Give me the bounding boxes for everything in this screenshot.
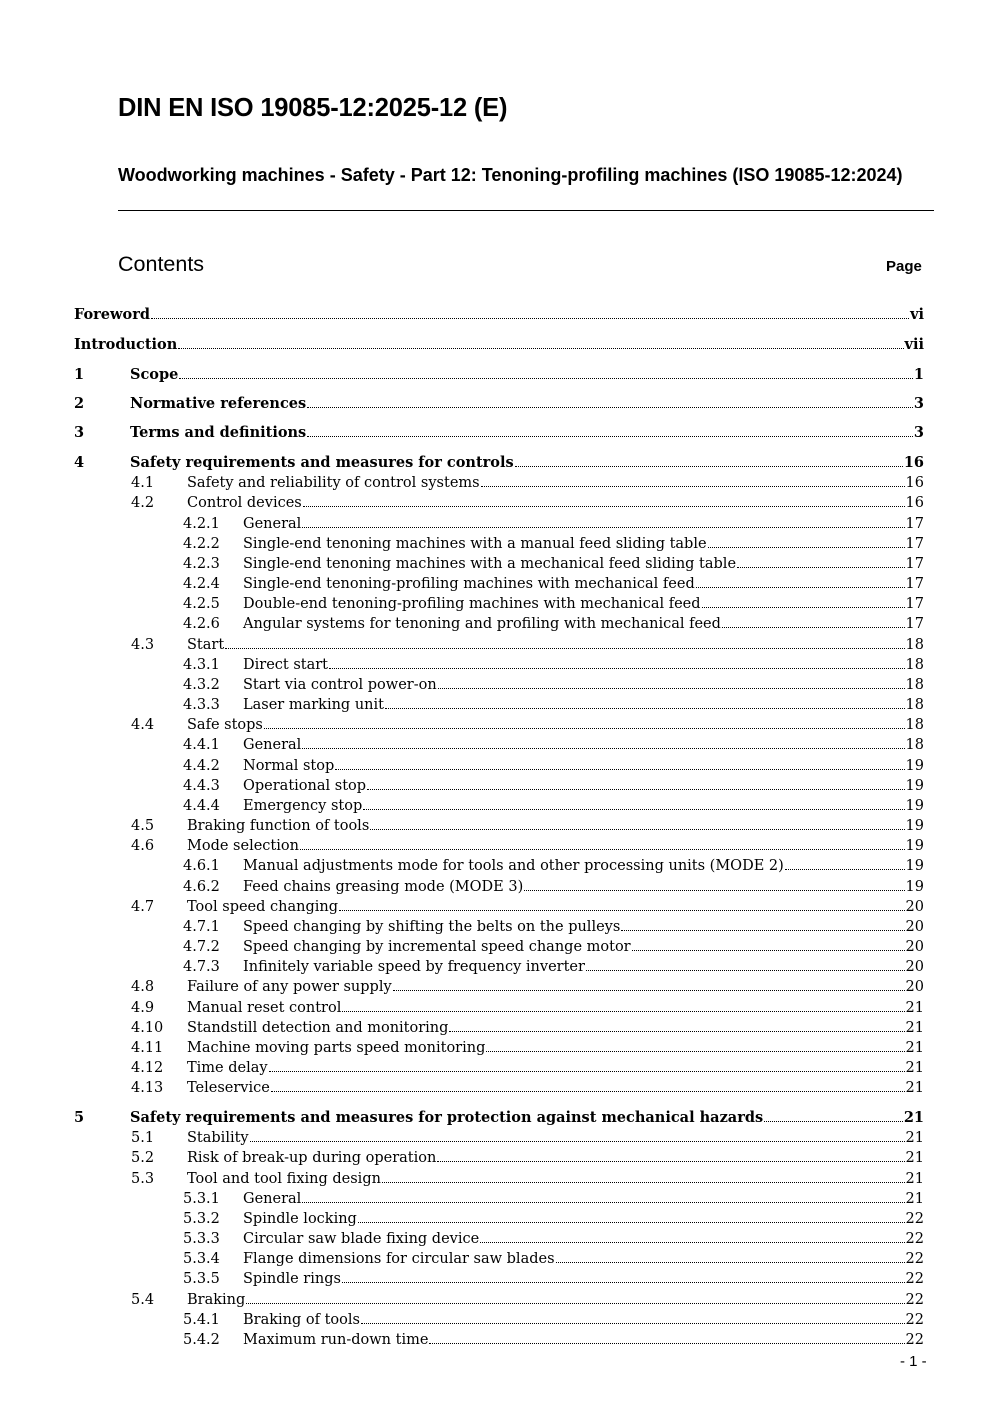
toc-entry-page: 19 xyxy=(905,818,924,835)
toc-entry-number: 2 xyxy=(74,395,85,412)
toc-entry-title: Single-end tenoning machines with a mechanical feed sliding table xyxy=(243,555,737,572)
toc-entry[interactable] xyxy=(0,1038,992,1058)
dot-leader xyxy=(307,407,913,408)
toc-entry-number: 4.3.2 xyxy=(183,676,220,693)
toc-entry[interactable] xyxy=(0,335,992,355)
toc-entry-page: 19 xyxy=(905,777,924,794)
toc-entry[interactable] xyxy=(0,957,992,977)
toc-entry[interactable] xyxy=(0,1330,992,1350)
dot-leader xyxy=(708,547,905,548)
toc-entry-number: 5.1 xyxy=(131,1130,155,1147)
toc-entry[interactable] xyxy=(0,655,992,675)
toc-entry-title: Manual reset control xyxy=(187,999,342,1016)
toc-entry-title: Teleservice xyxy=(187,1080,270,1097)
toc-entry-number: 5.4 xyxy=(131,1291,155,1308)
toc-entry-title: Single-end tenoning machines with a manual feed sliding table xyxy=(243,535,707,552)
dot-leader xyxy=(370,829,904,830)
toc-entry-number: 4.2.2 xyxy=(183,535,220,552)
toc-entry-number: 5.3.1 xyxy=(183,1190,220,1207)
toc-entry-page: vii xyxy=(904,336,924,353)
toc-entry-number: 4.2.1 xyxy=(183,515,220,532)
toc-entry-number: 4.2.6 xyxy=(183,616,220,633)
toc-entry-number: 5.3.3 xyxy=(183,1231,220,1248)
toc-entry-title: Laser marking unit xyxy=(243,697,384,714)
toc-entry-number: 4.2.5 xyxy=(183,596,220,613)
toc-entry-page: 18 xyxy=(905,697,924,714)
toc-entry-page: 21 xyxy=(905,1130,924,1147)
toc-entry[interactable] xyxy=(0,635,992,655)
toc-entry-title: Normative references xyxy=(130,395,307,412)
toc-entry-page: 19 xyxy=(905,757,924,774)
page-number-footer: - 1 - xyxy=(900,1353,927,1370)
toc-entry-number: 4.3 xyxy=(131,636,155,653)
toc-entry-number: 4.6.2 xyxy=(183,878,220,895)
toc-entry-page: 18 xyxy=(905,656,924,673)
toc-entry[interactable] xyxy=(0,695,992,715)
toc-entry-number: 5.3 xyxy=(131,1170,155,1187)
toc-entry-title: Introduction xyxy=(74,336,178,353)
toc-entry-title: Flange dimensions for circular saw blades xyxy=(243,1251,555,1268)
toc-entry-title: Emergency stop xyxy=(243,797,363,814)
toc-entry-title: Braking xyxy=(187,1291,246,1308)
toc-entry-number: 4.7.3 xyxy=(183,959,220,976)
toc-entry-page: 22 xyxy=(905,1251,924,1268)
dot-leader xyxy=(556,1262,905,1263)
dot-leader xyxy=(246,1303,904,1304)
dot-leader xyxy=(486,1051,904,1052)
toc-entry-number: 4.4.1 xyxy=(183,737,220,754)
toc-entry[interactable] xyxy=(0,1209,992,1229)
toc-entry-number: 4.11 xyxy=(131,1039,164,1056)
toc-entry-page: 22 xyxy=(905,1271,924,1288)
toc-entry-title: Safety and reliability of control systems xyxy=(187,475,480,492)
dot-leader xyxy=(437,1161,904,1162)
toc-entry[interactable] xyxy=(0,1108,992,1128)
toc-entry-page: 21 xyxy=(905,1019,924,1036)
toc-entry-number: 4.12 xyxy=(131,1060,164,1077)
toc-entry[interactable] xyxy=(0,574,992,594)
toc-entry[interactable] xyxy=(0,1269,992,1289)
dot-leader xyxy=(358,1222,905,1223)
toc-entry-page: 18 xyxy=(905,717,924,734)
toc-entry-page: 21 xyxy=(903,1109,924,1126)
toc-entry[interactable] xyxy=(0,1169,992,1189)
toc-entry-page: vi xyxy=(910,306,924,323)
toc-entry[interactable] xyxy=(0,305,992,325)
toc-entry-number: 4.8 xyxy=(131,979,155,996)
toc-entry[interactable] xyxy=(0,856,992,876)
toc-entry-number: 5.3.5 xyxy=(183,1271,220,1288)
toc-entry-title: Operational stop xyxy=(243,777,367,794)
toc-entry-page: 17 xyxy=(905,535,924,552)
toc-entry-title: Start xyxy=(187,636,225,653)
toc-entry[interactable] xyxy=(0,735,992,755)
toc-entry[interactable] xyxy=(0,877,992,897)
toc-entry[interactable] xyxy=(0,836,992,856)
toc-entry[interactable] xyxy=(0,1249,992,1269)
toc-entry-title: Tool and tool fixing design xyxy=(187,1170,381,1187)
toc-entry[interactable] xyxy=(0,977,992,997)
toc-entry[interactable] xyxy=(0,917,992,937)
toc-entry-title: Direct start xyxy=(243,656,329,673)
dot-leader xyxy=(178,348,903,349)
toc-entry-title: Safety requirements and measures for protection against mechanical hazards xyxy=(130,1109,764,1126)
toc-entry-number: 4.3.3 xyxy=(183,697,220,714)
toc-entry[interactable] xyxy=(0,715,992,735)
toc-entry-page: 21 xyxy=(905,1170,924,1187)
toc-entry-page: 17 xyxy=(905,576,924,593)
toc-entry[interactable] xyxy=(0,1229,992,1249)
dot-leader xyxy=(264,728,905,729)
dot-leader xyxy=(303,506,905,507)
toc-entry-title: Double-end tenoning-profiling machines with mechanical feed xyxy=(243,596,701,613)
dot-leader xyxy=(737,567,905,568)
toc-entry-page: 17 xyxy=(905,596,924,613)
dot-leader xyxy=(250,1141,905,1142)
toc-entry-title: Single-end tenoning-profiling machines with mechanical feed xyxy=(243,576,695,593)
toc-entry-number: 5.4.2 xyxy=(183,1331,220,1348)
toc-entry[interactable] xyxy=(0,1310,992,1330)
toc-entry-number: 4.2.3 xyxy=(183,555,220,572)
document-heading: DIN EN ISO 19085-12:2025-12 (E) xyxy=(118,94,508,122)
toc-entry-title: Failure of any power supply xyxy=(187,979,392,996)
dot-leader xyxy=(302,1202,904,1203)
toc-entry-number: 3 xyxy=(74,424,85,441)
dot-leader xyxy=(764,1121,903,1122)
dot-leader xyxy=(269,1071,905,1072)
toc-entry-title: Stability xyxy=(187,1130,249,1147)
toc-entry-number: 4.13 xyxy=(131,1080,164,1097)
toc-entry-title: Infinitely variable speed by frequency inverter xyxy=(243,959,585,976)
contents-title: Contents xyxy=(118,252,205,276)
toc-entry-number: 4.7.1 xyxy=(183,918,220,935)
toc-entry-number: 4.10 xyxy=(131,1019,164,1036)
toc-entry-title: Angular systems for tenoning and profiling with mechanical feed xyxy=(243,616,721,633)
toc-entry-title: Mode selection xyxy=(187,838,299,855)
toc-entry-title: Spindle locking xyxy=(243,1210,357,1227)
toc-entry-title: Start via control power-on xyxy=(243,676,437,693)
page-column-label: Page xyxy=(886,258,922,275)
toc-entry-title: Braking function of tools xyxy=(187,818,370,835)
dot-leader xyxy=(382,1182,905,1183)
toc-entry[interactable] xyxy=(0,453,992,473)
toc-entry-page: 16 xyxy=(905,475,924,492)
toc-entry[interactable] xyxy=(0,1290,992,1310)
toc-entry-number: 4.9 xyxy=(131,999,155,1016)
document-subtitle: Woodworking machines - Safety - Part 12: Tenoning-profiling machines (ISO 19085-12:2024) xyxy=(118,165,903,185)
dot-leader xyxy=(702,607,905,608)
toc-entry-title: Braking of tools xyxy=(243,1311,360,1328)
toc-entry-title: Time delay xyxy=(187,1060,268,1077)
toc-entry-page: 21 xyxy=(905,999,924,1016)
dot-leader xyxy=(302,527,904,528)
dot-leader xyxy=(696,587,905,588)
toc-entry[interactable] xyxy=(0,756,992,776)
toc-entry-page: 21 xyxy=(905,1150,924,1167)
toc-entry-number: 4.6.1 xyxy=(183,858,220,875)
toc-entry-title: Standstill detection and monitoring xyxy=(187,1019,449,1036)
toc-entry-title: General xyxy=(243,515,302,532)
toc-entry-page: 22 xyxy=(905,1331,924,1348)
dot-leader xyxy=(515,466,903,467)
toc-entry[interactable] xyxy=(0,594,992,614)
toc-entry-number: 5.2 xyxy=(131,1150,155,1167)
toc-entry[interactable] xyxy=(0,534,992,554)
toc-entry[interactable] xyxy=(0,1018,992,1038)
dot-leader xyxy=(363,809,904,810)
toc-entry-page: 21 xyxy=(905,1190,924,1207)
toc-entry-number: 4.7 xyxy=(131,898,155,915)
toc-entry-title: Tool speed changing xyxy=(187,898,339,915)
toc-entry-page: 17 xyxy=(905,616,924,633)
toc-entry-number: 4 xyxy=(74,454,85,471)
toc-entry-title: Safety requirements and measures for controls xyxy=(130,454,514,471)
toc-entry-title: Feed chains greasing mode (MODE 3) xyxy=(243,878,524,895)
dot-leader xyxy=(586,970,905,971)
toc-entry[interactable] xyxy=(0,1128,992,1148)
toc-entry-title: Risk of break-up during operation xyxy=(187,1150,437,1167)
toc-entry-page: 22 xyxy=(905,1210,924,1227)
toc-entry-number: 4.4.2 xyxy=(183,757,220,774)
toc-entry-title: Manual adjustments mode for tools and other processing units (MODE 2) xyxy=(243,858,784,875)
dot-leader xyxy=(151,318,909,319)
dot-leader xyxy=(307,436,913,437)
toc-entry-page: 20 xyxy=(905,898,924,915)
toc-entry-number: 4.7.2 xyxy=(183,939,220,956)
toc-entry[interactable] xyxy=(0,514,992,534)
toc-entry-title: Safe stops xyxy=(187,717,263,734)
toc-entry-page: 19 xyxy=(905,838,924,855)
toc-entry-title: Speed changing by shifting the belts on the pulleys xyxy=(243,918,621,935)
dot-leader xyxy=(429,1343,904,1344)
dot-leader xyxy=(480,1242,904,1243)
toc-entry-page: 20 xyxy=(905,918,924,935)
toc-entry-page: 16 xyxy=(903,454,924,471)
toc-entry-number: 4.5 xyxy=(131,818,155,835)
toc-entry[interactable] xyxy=(0,897,992,917)
dot-leader xyxy=(785,869,905,870)
toc-entry[interactable] xyxy=(0,776,992,796)
toc-entry[interactable] xyxy=(0,675,992,695)
toc-entry-page: 22 xyxy=(905,1311,924,1328)
dot-leader xyxy=(361,1323,905,1324)
toc-entry-title: Circular saw blade fixing device xyxy=(243,1231,480,1248)
toc-entry-page: 21 xyxy=(905,1060,924,1077)
toc-entry-page: 20 xyxy=(905,959,924,976)
dot-leader xyxy=(300,849,905,850)
dot-leader xyxy=(342,1282,905,1283)
toc-entry-number: 4.4.3 xyxy=(183,777,220,794)
toc-entry-number: 5.4.1 xyxy=(183,1311,220,1328)
toc-entry[interactable] xyxy=(0,365,992,385)
toc-entry[interactable] xyxy=(0,614,992,634)
toc-entry[interactable] xyxy=(0,796,992,816)
toc-entry-page: 3 xyxy=(913,424,924,441)
toc-entry-number: 4.4 xyxy=(131,717,155,734)
toc-entry-page: 18 xyxy=(905,676,924,693)
dot-leader xyxy=(329,668,905,669)
toc-entry-number: 4.4.4 xyxy=(183,797,220,814)
toc-entry-number: 4.3.1 xyxy=(183,656,220,673)
toc-entry-number: 1 xyxy=(74,365,85,383)
toc-entry-page: 19 xyxy=(905,858,924,875)
toc-entry[interactable] xyxy=(0,998,992,1018)
toc-entry-number: 4.2 xyxy=(131,495,155,512)
dot-leader xyxy=(722,627,905,628)
toc-entry-page: 20 xyxy=(905,939,924,956)
dot-leader xyxy=(225,648,904,649)
toc-entry-page: 22 xyxy=(905,1231,924,1248)
toc-entry-page: 17 xyxy=(905,555,924,572)
toc-entry-page: 1 xyxy=(913,365,924,383)
toc-entry[interactable] xyxy=(0,394,992,414)
toc-entry[interactable] xyxy=(0,937,992,957)
toc-entry[interactable] xyxy=(0,423,992,443)
toc-entry-number: 5.3.4 xyxy=(183,1251,220,1268)
dot-leader xyxy=(367,789,905,790)
dot-leader xyxy=(621,930,904,931)
toc-entry-title: Control devices xyxy=(187,495,302,512)
toc-entry-title: General xyxy=(243,1190,302,1207)
toc-entry-title: Foreword xyxy=(74,306,150,323)
toc-entry-title: Maximum run-down time xyxy=(243,1331,429,1348)
dot-leader xyxy=(438,688,905,689)
toc-entry[interactable] xyxy=(0,1189,992,1209)
toc-entry-page: 17 xyxy=(905,515,924,532)
dot-leader xyxy=(339,910,905,911)
toc-entry-title: Spindle rings xyxy=(243,1271,341,1288)
dot-leader xyxy=(385,708,905,709)
dot-leader xyxy=(481,486,905,487)
toc-entry-title: Machine moving parts speed monitoring xyxy=(187,1039,486,1056)
dot-leader xyxy=(271,1091,905,1092)
toc-entry-page: 22 xyxy=(905,1291,924,1308)
toc-entry-page: 18 xyxy=(905,636,924,653)
toc-entry-page: 21 xyxy=(905,1039,924,1056)
toc-entry-number: 4.2.4 xyxy=(183,576,220,593)
toc-entry[interactable] xyxy=(0,1148,992,1168)
heading-divider xyxy=(118,210,934,211)
toc-entry-page: 21 xyxy=(905,1080,924,1097)
dot-leader xyxy=(335,769,904,770)
dot-leader xyxy=(393,990,905,991)
toc-entry[interactable] xyxy=(0,1058,992,1078)
toc-entry-number: 5.3.2 xyxy=(183,1210,220,1227)
toc-entry-title: Speed changing by incremental speed change motor xyxy=(243,939,631,956)
toc-entry-title: Terms and definitions xyxy=(130,424,307,441)
toc-entry-title: General xyxy=(243,737,302,754)
toc-entry-number: 4.1 xyxy=(131,475,155,492)
toc-entry-page: 18 xyxy=(905,737,924,754)
toc-entry-page: 19 xyxy=(905,878,924,895)
toc-entry-title: Scope xyxy=(130,365,179,383)
toc-entry[interactable] xyxy=(0,1078,992,1098)
toc-entry-page: 20 xyxy=(905,979,924,996)
toc-entry[interactable] xyxy=(0,473,992,493)
dot-leader xyxy=(524,890,904,891)
dot-leader xyxy=(449,1031,904,1032)
toc-entry-page: 19 xyxy=(905,797,924,814)
dot-leader xyxy=(179,378,913,379)
toc-entry-number: 5 xyxy=(74,1109,85,1126)
dot-leader xyxy=(632,950,905,951)
toc-entry-page: 3 xyxy=(913,395,924,412)
toc-entry-number: 4.6 xyxy=(131,838,155,855)
dot-leader xyxy=(342,1011,904,1012)
toc-entry[interactable] xyxy=(0,493,992,513)
toc-entry-title: Normal stop xyxy=(243,757,335,774)
toc-entry[interactable] xyxy=(0,816,992,836)
toc-entry[interactable] xyxy=(0,554,992,574)
toc-entry-page: 16 xyxy=(905,495,924,512)
dot-leader xyxy=(302,748,904,749)
